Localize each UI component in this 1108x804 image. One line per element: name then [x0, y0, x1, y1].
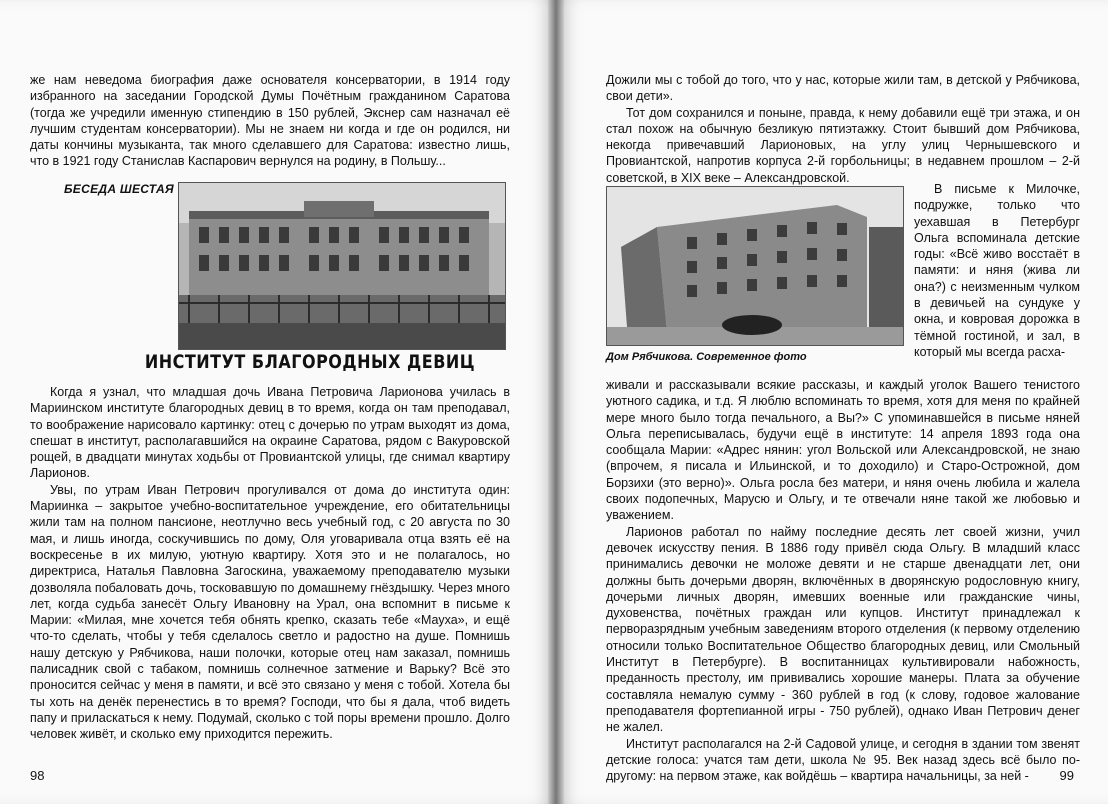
left-intro-block [30, 72, 510, 170]
right-paragraph-2: Тот дом сохранился и поныне, правда, к нему добавили ещё три этажа, и он стал похож на обычную безликую пятиэтажку. Стоит бывший дом Рябчикова, некогда привечавший Ларионовых, на углу улиц Чернышевского и Провиантской, напротив корпуса 2-й горбольницы; в недавнем прошлом – 2-й советской, в XIX веке – Александровской. [606, 105, 1080, 185]
left-paragraph-2: Увы, по утрам Иван Петрович прогуливался от дома до института один: Мариинка – закрытое учебно-воспитательное учреждение, его обитательницы жили там на полном пансионе, неотлучно весь учебный год, с 20 августа по 30 мая, и лишь иногда, соскучившись по дому, Оля уговаривала отца взять её на воскресенье в их милую, уютную квартиру. Хотя это и не полагалось, но директриса, Наталья Павловна Загоскина, уважаемому преподавателю музыки дозволяла побаловать дочь, тосковавшую по домашнему гнёздышку. Через много лет, когда судьба занесёт Ольгу Ивановну на Урал, она вспомнит в письме к Марии: «Милая, мне хочется тебя обнять крепко, сказать тебе «Мауха», и ещё что-то сделать, чтобы у тебя сделалось светло и радостно на душе. Помнишь нашу детскую у Рябчикова, наши полочки, которые отец нам заказал, помнишь палисадник свой с табаком, помнишь солнечное затмение и Варьку? Всё это проносится сейчас у меня в памяти, и всё это связано у меня с тобой. Хотела бы ты хоть на денёк перенестись в то время? Господи, что бы я дала, чтоб видеть папу и приласкаться к нему. Подумай, сколько с той поры времени прошло. Долго человек живёт, и сколько ему приходится пережить. [30, 482, 510, 742]
right-body-text [606, 377, 1080, 784]
right-page [556, 0, 1108, 804]
right-paragraph-5: Институт располагался на 2-й Садовой улице, и сегодня в здании том звенят детские голоса: учатся там дети, школа № 95. Век назад здесь всё было по-другому: на первом этаже, как войдёшь – квартира начальницы, за ней - [606, 736, 1080, 784]
right-narrow-column [914, 181, 1080, 360]
left-intro-paragraph: же нам неведома биография даже основателя консерватории, в 1914 году избранного на заседании Городской Думы Почётным гражданином Саратова (тогда же учредили именную стипендию в 150 рублей, Экснер сам назначал её лучшим студентам консерватории). Мы не знаем ни когда и где он родился, ни даты кончины музыканта, так много сделавшего для Саратова: известно лишь, что в 1921 году Станислав Каспарович вернулся на родину, в Польшу... [30, 73, 510, 169]
photo-caption: Дом Рябчикова. Современное фото [606, 351, 807, 363]
right-paragraph-3-wide: живали и рассказывали всякие рассказы, и каждый уголок Вашего тенистого уютного садика, и т.д. Я люблю вспоминать то время, хотя для меня по крайней мере много было тогда печального, а Вы?» С упоминавшейся в письме няней Ольга переписывалась, будучи ещё в институте: 14 апреля 1893 года она сообщала Марии: «Адрес нянин: угол Вольской или Александровской, не знаю (впрочем, я писала и Ильинской, и то доходило) и Старо-Острожной, дом Борзихи (это верно)». Ольга росла без матери, и няня очень любила и жалела своих подопечных, Марусю и Ольгу, и те отвечали няне такой же любовью и уважением. [606, 378, 1080, 523]
right-intro-block [606, 72, 1080, 186]
right-intro-paragraph: Дожили мы с тобой до того, что у нас, которые жили там, в детской у Рябчикова, свои дети». [606, 73, 1080, 104]
section-title: ИНСТИТУТ БЛАГОРОДНЫХ ДЕВИЦ [144, 350, 476, 373]
page-number-right: 99 [1059, 768, 1074, 783]
page-number-left: 98 [30, 768, 45, 783]
ryabchikov-house-photo [606, 186, 904, 346]
left-paragraph-1: Когда я узнал, что младшая дочь Ивана Петровича Ларионова училась в Мариинском институте благородных девиц в то время, когда он там преподавал, то воображение нарисовало картинку: отец с дочерью по утрам выходят из дома, спешат в институт, располагавшийся на окраине Саратова, рядом с Вакуровской рощей, в двадцати минутах ходьбы от Провиантской улицы, где снимал квартиру Ларионов. [30, 385, 510, 481]
book-gutter [548, 0, 564, 804]
right-paragraph-3-narrow: В письме к Милочке, подружке, только что уехавшая в Петербург Ольга вспоминала детские годы: «Всё живо восстаёт в памяти: и няня (жива ли она?) с неизменным чулком в девичьей на сундуке у окна, и ковровая дорожка в тёмной гостиной, и зал, в который мы всегда расха- [914, 182, 1080, 359]
section-label: БЕСЕДА ШЕСТАЯ [64, 182, 174, 196]
right-paragraph-4: Ларионов работал по найму последние десять лет своей жизни, учил девочек искусству пения. В 1886 году привёл сюда Ольгу. В младший класс принимались девочки не моложе девяти и не старше двенадцати лет, они должны быть дочерьми дворян, включённых в дворянскую родословную книгу, дочерьми личных дворян, имевших военные или гражданские чины, духовенства, почётных граждан или купцов. Институт принадлежал к перворазрядным учебным заведениям второго отделения (к первому отделению относили только Воспитательное Общество благородных девиц, или Смольный Институт в Петербурге). В воспитанницах культивировали набожность, преданность престолу, им прививались хорошие манеры. Плата за обучение составляла немалую сумму - 360 рублей в год (к слову, годовое жалование преподавателя фортепианной игры - 750 рублей), однако Иван Петрович денег не жалел. [606, 524, 1080, 735]
left-body-text [30, 384, 510, 743]
institute-building-photo [178, 182, 506, 350]
